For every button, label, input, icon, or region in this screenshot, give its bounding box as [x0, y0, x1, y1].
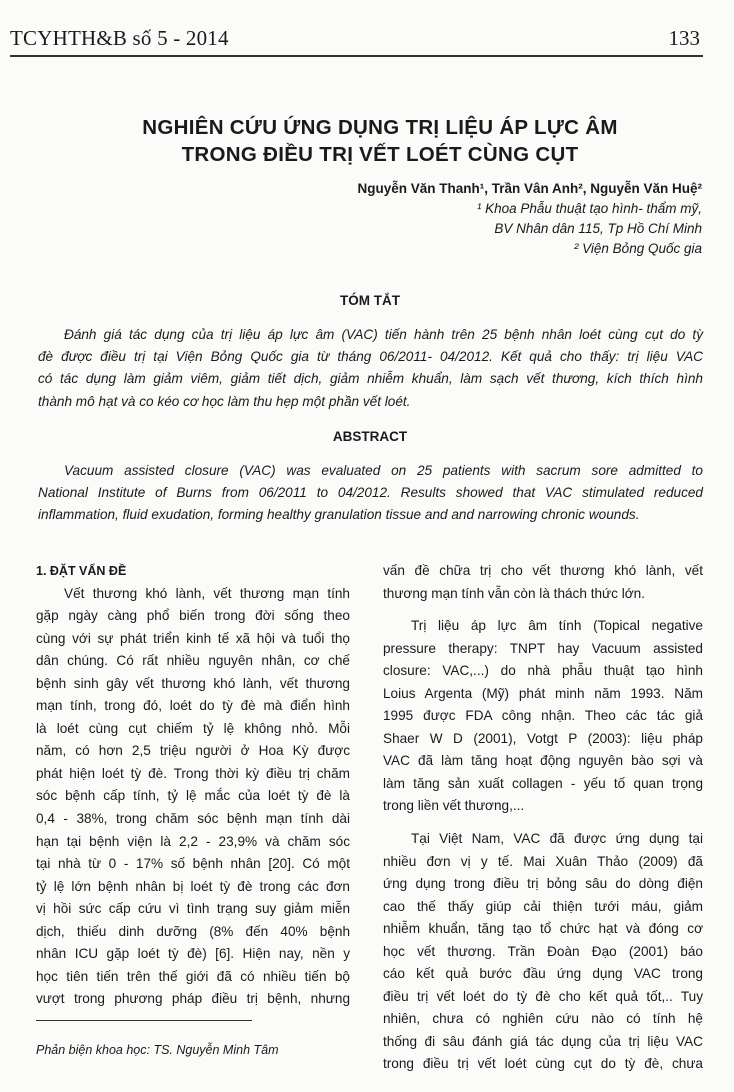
page-number: 133: [668, 26, 700, 50]
affiliation-1: ¹ Khoa Phẫu thuật tạo hình- thẩm mỹ,: [476, 201, 702, 216]
body-line: Trị liệu áp lực âm tính (Topical negative: [411, 618, 703, 634]
body-line: vấn đề chữa trị cho vết thương khó lành, vết: [383, 563, 703, 578]
body-line: bệnh sinh gây vết thương khó lành, vết thương: [36, 675, 350, 691]
body-line: học vết thương. Trần Đoàn Đạo (2001) báo: [383, 943, 703, 959]
body-line: năm, có hơn 2,5 triệu người ở Hoa Kỳ được: [36, 743, 350, 759]
body-line: nhiều đơn vị y tế. Mai Xuân Thảo (2009) đã: [383, 853, 703, 869]
abstract-line: National Institute of Burns from 06/2011 to 04/2012. Results showed that VAC stimulated reduced: [38, 485, 703, 501]
body-line: cùng với sự phát triển kinh tế xã hội và tuổi thọ: [36, 630, 350, 646]
body-line: ứng dụng trong điều trị bỏng sâu do dòng điện: [383, 876, 703, 892]
body-line: 0,4 - 38%, trong chăm sóc bệnh mạn tính dài: [36, 811, 350, 827]
body-line: 1995 được FDA công nhận. Theo các tác giả: [383, 708, 703, 724]
body-line: điều trị vết loét do tỳ đè cho kết quả tốt,.. Tuy: [383, 988, 703, 1004]
body-line: VAC đã làm tăng hoạt động nguyên bào sợi và: [383, 753, 703, 769]
body-line: làm tăng sản xuất collagen - yếu tố quan trọng: [383, 775, 703, 791]
body-line: học tiên tiến trên thế giới đã có nhiều tiến bộ: [36, 968, 350, 984]
authors: Nguyễn Văn Thanh¹, Trần Vân Anh², Nguyễn Văn Huệ²: [357, 181, 702, 196]
abstract-heading: ABSTRACT: [332, 429, 408, 444]
body-line: trong điều trị vết loét cùng cụt do tỳ đè, chưa: [383, 1056, 703, 1072]
left-column: [36, 560, 350, 1011]
journal-header: TCYHTH&B số 5 - 2014: [10, 26, 229, 50]
abstract-text: [38, 460, 703, 527]
affiliation-1-cont: BV Nhân dân 115, Tp Hồ Chí Minh: [494, 221, 702, 236]
summary-heading: TÓM TẮT: [340, 293, 400, 308]
body-line: phát hiện loét tỳ đè. Trong thời kỳ điều trị chăm: [36, 765, 350, 781]
summary-line: Đánh giá tác dụng của trị liệu áp lực âm (VAC) tiến hành trên 25 bệnh nhân loét cùng cụt do tỳ: [64, 327, 703, 342]
footnote-divider: [36, 1020, 252, 1021]
body-line: gặp ngày càng phổ biến trong đời sống theo: [36, 608, 350, 624]
body-line: nhiên, chưa có nghiên cứu nào có tính hệ: [383, 1011, 703, 1027]
body-line: closure: VAC,...) do nhà phẫu thuật tạo hình: [383, 663, 703, 679]
paper-title-line-1: NGHIÊN CỨU ỨNG DỤNG TRỊ LIỆU ÁP LỰC ÂM: [142, 116, 618, 139]
body-line: vượt trong phương pháp điều trị bệnh, nhưng: [36, 991, 350, 1007]
summary-text: [38, 324, 703, 413]
summary-line: có tác dụng làm giảm viêm, giảm tiết dịch, giảm nhiễm khuẩn, làm sạch vết thương, kích thích hình: [38, 371, 703, 387]
abstract-line: Vacuum assisted closure (VAC) was evaluated on 25 patients with sacrum sore admitted to: [64, 463, 703, 478]
header-divider: [10, 55, 703, 57]
body-line: thống đi sâu đánh giá tác dụng của trị liệu VAC: [383, 1033, 703, 1049]
body-line: thương mạn tính vẫn còn là thách thức lớn.: [383, 585, 645, 601]
body-line: dịch, thiếu dinh dưỡng (8% đến 40% bệnh: [36, 923, 350, 939]
summary-line: đè được điều trị tại Viện Bỏng Quốc gia từ tháng 06/2011- 04/2012. Kết quả cho thấy: trị liệu VAC: [38, 349, 703, 365]
affiliation-2: ² Viện Bỏng Quốc gia: [573, 241, 702, 256]
paragraph-gap: [383, 605, 703, 615]
body-line: cao thế thấy giúp cải thiện tưới máu, giảm: [383, 898, 703, 914]
body-line: nhân ICU gặp loét tỳ đè) [6]. Hiện nay, nền y: [36, 946, 350, 962]
body-line: dân chúng. Có rất nhiều nguyên nhân, cơ chế: [36, 653, 350, 669]
body-line: cáo kết quả bước đầu ứng dụng VAC trong: [383, 966, 703, 982]
body-line: mạn tính, trong đó, loét do tỳ đè mà điển hình: [36, 698, 350, 714]
footnote: Phản biện khoa học: TS. Nguyễn Minh Tâm: [36, 1043, 279, 1057]
abstract-line: inflammation, fluid exudation, forming healthy granulation tissue and and narrowing chronic wounds.: [38, 507, 640, 523]
body-line: Shaer W D (2001), Votgt P (2003): liệu pháp: [383, 730, 703, 746]
body-line: hạn tại bệnh viện là 2,2 - 23,9% và chăm sóc: [36, 833, 350, 849]
body-line: tỷ lệ lớn bệnh nhân bị loét tỳ đè trong các đơn: [36, 878, 350, 894]
body-line: là loét cùng cụt chiếm tỷ lệ không nhỏ. Mỗi: [36, 720, 350, 736]
body-line: trong liền vết thương,...: [383, 798, 525, 814]
body-line: pressure therapy: TNPT hay Vacuum assisted: [383, 640, 703, 656]
paper-title-line-2: TRONG ĐIỀU TRỊ VẾT LOÉT CÙNG CỤT: [181, 143, 579, 166]
body-line: sóc bệnh cấp tính, tỷ lệ mắc của loét tỳ đè là: [36, 788, 350, 804]
body-line: Tại Việt Nam, VAC đã được ứng dụng tại: [411, 831, 703, 847]
body-line: tại nhà từ 0 - 17% số bệnh nhân [20]. Có một: [36, 856, 350, 872]
body-line: nhiễm khuẩn, tăng tạo tổ chức hạt và đóng cơ: [383, 921, 703, 937]
summary-line: thành mô hạt và co kéo cơ học làm thu hẹp một phần vết loét.: [38, 393, 411, 409]
body-line: Vết thương khó lành, vết thương mạn tính: [64, 585, 350, 601]
right-column: [383, 560, 703, 1076]
body-line: vị hồi sức cấp cứu vì tình trạng suy giảm miễn: [36, 901, 350, 917]
paragraph-gap: [383, 818, 703, 828]
section-heading: 1. ĐẶT VẤN ĐỀ: [36, 564, 127, 578]
body-line: Loius Argenta (Mỹ) phát minh năm 1993. Năm: [383, 685, 703, 701]
